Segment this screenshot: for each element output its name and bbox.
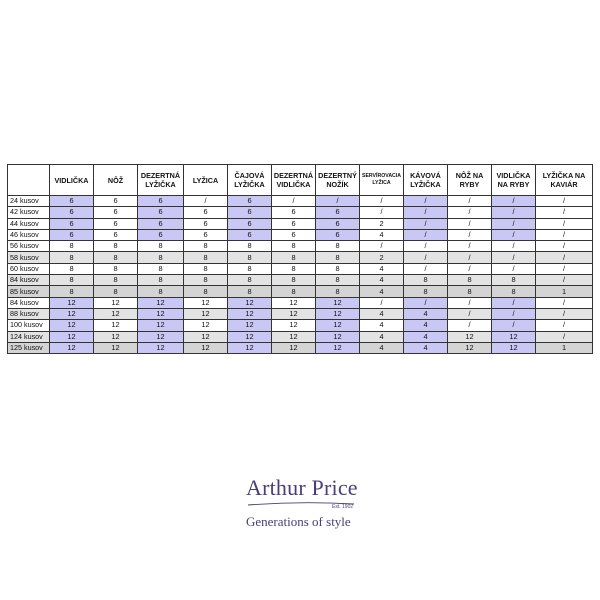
row-label: 84 kusov — [8, 275, 50, 286]
table-row — [8, 297, 593, 308]
table-cell: / — [492, 207, 536, 218]
table-cell: 8 — [50, 286, 94, 297]
table-cell: 8 — [50, 263, 94, 274]
table-cell: 8 — [316, 263, 360, 274]
table-cell: / — [360, 241, 404, 252]
table-cell: 8 — [184, 241, 228, 252]
table-cell: 12 — [184, 320, 228, 331]
table-cell: 8 — [228, 286, 272, 297]
table-cell: 8 — [404, 275, 448, 286]
table-cell: 8 — [272, 263, 316, 274]
table-cell: / — [536, 196, 593, 207]
table-cell: / — [492, 218, 536, 229]
table-cell: 12 — [316, 297, 360, 308]
row-label: 100 kusov — [8, 320, 50, 331]
row-label: 58 kusov — [8, 252, 50, 263]
table-cell: / — [492, 196, 536, 207]
table-cell: / — [404, 241, 448, 252]
table-cell: 8 — [228, 252, 272, 263]
row-label: 85 kusov — [8, 286, 50, 297]
table-cell: 6 — [272, 229, 316, 240]
table-row — [8, 286, 593, 297]
table-cell: 6 — [138, 196, 184, 207]
table-row — [8, 207, 593, 218]
table-cell: 8 — [272, 286, 316, 297]
table-cell: / — [492, 297, 536, 308]
table-cell: / — [272, 196, 316, 207]
table-cell: 6 — [316, 207, 360, 218]
table-row — [8, 218, 593, 229]
logo-established: Est. 1902 — [332, 504, 354, 510]
table-cell: 6 — [94, 229, 138, 240]
table-cell: 12 — [184, 342, 228, 353]
table-cell: 12 — [138, 331, 184, 342]
cutlery-set-table — [7, 164, 593, 354]
table-cell: / — [360, 297, 404, 308]
column-header: LYŽICA — [184, 165, 228, 196]
table-cell: / — [492, 252, 536, 263]
table-cell: 1 — [536, 342, 593, 353]
table-cell: / — [404, 218, 448, 229]
logo-tagline: Generations of style — [246, 514, 351, 529]
table-row — [8, 241, 593, 252]
table-cell: 6 — [94, 196, 138, 207]
table-cell: 12 — [448, 331, 492, 342]
table-cell: 2 — [360, 218, 404, 229]
table-cell: 8 — [272, 241, 316, 252]
table-cell: 12 — [50, 320, 94, 331]
table-cell: 6 — [50, 196, 94, 207]
table-cell: 8 — [272, 275, 316, 286]
table-row — [8, 308, 593, 319]
table-cell: 12 — [184, 297, 228, 308]
table-cell: 12 — [94, 308, 138, 319]
table-cell: / — [448, 207, 492, 218]
table-cell: 8 — [50, 275, 94, 286]
table-cell: 2 — [360, 252, 404, 263]
table-cell: 12 — [272, 297, 316, 308]
row-label: 46 kusov — [8, 229, 50, 240]
table-cell: / — [536, 297, 593, 308]
table-cell: 12 — [184, 331, 228, 342]
column-header: DEZERTNÁ VIDLIČKA — [272, 165, 316, 196]
column-header: LYŽIČKA NA KAVIÁR — [536, 165, 593, 196]
table-cell: 8 — [228, 263, 272, 274]
table-cell: 6 — [94, 207, 138, 218]
table-cell: 12 — [316, 342, 360, 353]
table-cell: 12 — [50, 297, 94, 308]
table-cell: 6 — [94, 218, 138, 229]
table-cell: 4 — [404, 320, 448, 331]
table-cell: 8 — [448, 275, 492, 286]
table-cell: 4 — [360, 263, 404, 274]
table-cell: 12 — [492, 342, 536, 353]
table-cell: 12 — [94, 331, 138, 342]
table-cell: 8 — [272, 252, 316, 263]
table-cell: 12 — [138, 342, 184, 353]
logo-brand-name: Arthur Price — [246, 475, 358, 500]
table-row — [8, 252, 593, 263]
table-cell: 8 — [492, 286, 536, 297]
table-cell: / — [316, 196, 360, 207]
row-label: 42 kusov — [8, 207, 50, 218]
column-header: SERVÍROVACIA LYŽICA — [360, 165, 404, 196]
table-cell: 8 — [138, 252, 184, 263]
table-cell: 6 — [50, 229, 94, 240]
table-cell: / — [448, 297, 492, 308]
table-cell: / — [448, 241, 492, 252]
table-cell: 8 — [50, 252, 94, 263]
table-cell: 6 — [316, 229, 360, 240]
table-cell: / — [448, 218, 492, 229]
table-cell: 6 — [184, 218, 228, 229]
table-cell: 8 — [316, 241, 360, 252]
table-cell: 12 — [94, 320, 138, 331]
table-cell: / — [492, 320, 536, 331]
table-row — [8, 229, 593, 240]
table-cell: / — [360, 207, 404, 218]
table-cell: 6 — [228, 229, 272, 240]
table-cell: 8 — [316, 286, 360, 297]
table-row — [8, 320, 593, 331]
table-cell: 4 — [360, 275, 404, 286]
table-header-row — [8, 165, 593, 196]
arthur-price-logo — [246, 475, 358, 529]
header-corner — [8, 165, 50, 196]
row-label: 24 kusov — [8, 196, 50, 207]
table-cell: 12 — [272, 331, 316, 342]
table-cell: / — [448, 263, 492, 274]
table-cell: 4 — [360, 286, 404, 297]
table-cell: 8 — [184, 275, 228, 286]
column-header: DEZERTNÁ LYŽIČKA — [138, 165, 184, 196]
table-cell: 8 — [94, 263, 138, 274]
table-cell: / — [536, 331, 593, 342]
table-row — [8, 263, 593, 274]
table-cell: / — [536, 320, 593, 331]
row-label: 125 kusov — [8, 342, 50, 353]
table-cell: 8 — [138, 275, 184, 286]
column-header: VIDLIČKA NA RYBY — [492, 165, 536, 196]
row-label: 56 kusov — [8, 241, 50, 252]
column-header: NÔŽ — [94, 165, 138, 196]
table-cell: / — [536, 308, 593, 319]
table-cell: 12 — [228, 320, 272, 331]
table-cell: 4 — [404, 308, 448, 319]
table-cell: 6 — [138, 218, 184, 229]
table-cell: 6 — [138, 207, 184, 218]
table-body — [8, 196, 593, 354]
table-cell: 8 — [50, 241, 94, 252]
table-cell: 6 — [228, 207, 272, 218]
table-cell: 12 — [228, 308, 272, 319]
table-row — [8, 275, 593, 286]
table-cell: 6 — [138, 229, 184, 240]
table-cell: 12 — [316, 320, 360, 331]
table-cell: / — [360, 196, 404, 207]
table-cell: / — [448, 320, 492, 331]
table-cell: 8 — [138, 286, 184, 297]
table-cell: / — [448, 252, 492, 263]
table-cell: 12 — [272, 320, 316, 331]
table-cell: 4 — [360, 308, 404, 319]
table-cell: / — [404, 207, 448, 218]
table-cell: 12 — [228, 331, 272, 342]
table-cell: 6 — [316, 218, 360, 229]
table-cell: / — [404, 229, 448, 240]
table-cell: / — [536, 218, 593, 229]
column-header: VIDLIČKA — [50, 165, 94, 196]
table-cell: 12 — [50, 342, 94, 353]
table-cell: / — [448, 229, 492, 240]
table-cell: 6 — [272, 218, 316, 229]
table-cell: / — [404, 196, 448, 207]
table-cell: / — [492, 263, 536, 274]
table-cell: 12 — [138, 297, 184, 308]
table-cell: 12 — [448, 342, 492, 353]
row-label: 84 kusov — [8, 297, 50, 308]
table-row — [8, 342, 593, 353]
row-label: 88 kusov — [8, 308, 50, 319]
table-cell: 12 — [228, 297, 272, 308]
table-cell: 8 — [94, 275, 138, 286]
row-label: 124 kusov — [8, 331, 50, 342]
table-cell: / — [492, 229, 536, 240]
table-cell: 8 — [94, 286, 138, 297]
table-cell: 8 — [138, 263, 184, 274]
table-cell: 12 — [272, 342, 316, 353]
table-cell: 8 — [94, 252, 138, 263]
table-cell: / — [448, 308, 492, 319]
table-cell: 8 — [316, 275, 360, 286]
table-cell: 6 — [50, 207, 94, 218]
row-label: 60 kusov — [8, 263, 50, 274]
table-cell: 12 — [138, 308, 184, 319]
table-cell: 8 — [184, 263, 228, 274]
column-header: KÁVOVÁ LYŽIČKA — [404, 165, 448, 196]
table-cell: / — [404, 252, 448, 263]
table-cell: 8 — [448, 286, 492, 297]
table-cell: 6 — [50, 218, 94, 229]
column-header: NÔŽ NA RYBY — [448, 165, 492, 196]
table-cell: / — [536, 252, 593, 263]
table-cell: 4 — [404, 342, 448, 353]
table-cell: 4 — [360, 229, 404, 240]
row-label: 44 kusov — [8, 218, 50, 229]
table-cell: / — [536, 263, 593, 274]
table-row — [8, 331, 593, 342]
table-cell: 8 — [184, 286, 228, 297]
table-cell: / — [448, 196, 492, 207]
table-cell: 12 — [50, 308, 94, 319]
table-cell: 12 — [184, 308, 228, 319]
table-cell: 12 — [94, 297, 138, 308]
table-cell: 8 — [228, 241, 272, 252]
table-cell: 8 — [404, 286, 448, 297]
table-cell: 6 — [228, 218, 272, 229]
table-cell: 6 — [272, 207, 316, 218]
table-cell: 8 — [184, 252, 228, 263]
table-cell: / — [536, 241, 593, 252]
table-cell: 12 — [492, 331, 536, 342]
column-header: DEZERTNÝ NOŽÍK — [316, 165, 360, 196]
table-cell: 6 — [228, 196, 272, 207]
table-cell: / — [536, 207, 593, 218]
table-cell: 12 — [138, 320, 184, 331]
table-cell: 12 — [272, 308, 316, 319]
table-cell: 6 — [184, 229, 228, 240]
table-cell: 8 — [316, 252, 360, 263]
table-cell: / — [536, 275, 593, 286]
table-cell: 4 — [360, 320, 404, 331]
table-cell: / — [404, 263, 448, 274]
table-cell: 12 — [94, 342, 138, 353]
column-header: ČAJOVÁ LYŽIČKA — [228, 165, 272, 196]
table-row — [8, 196, 593, 207]
table-cell: 8 — [492, 275, 536, 286]
table-cell: 6 — [184, 207, 228, 218]
table-cell: 4 — [360, 342, 404, 353]
table-cell: 8 — [228, 275, 272, 286]
table-cell: 8 — [138, 241, 184, 252]
table-cell: / — [492, 241, 536, 252]
table-cell: 4 — [360, 331, 404, 342]
table-cell: 12 — [50, 331, 94, 342]
table-cell: 12 — [316, 331, 360, 342]
table-cell: / — [536, 229, 593, 240]
table-cell: 12 — [228, 342, 272, 353]
table-cell: / — [404, 297, 448, 308]
table-cell: / — [184, 196, 228, 207]
table-cell: 12 — [316, 308, 360, 319]
table-cell: / — [492, 308, 536, 319]
table-cell: 1 — [536, 286, 593, 297]
table-cell: 8 — [94, 241, 138, 252]
table-cell: 4 — [404, 331, 448, 342]
